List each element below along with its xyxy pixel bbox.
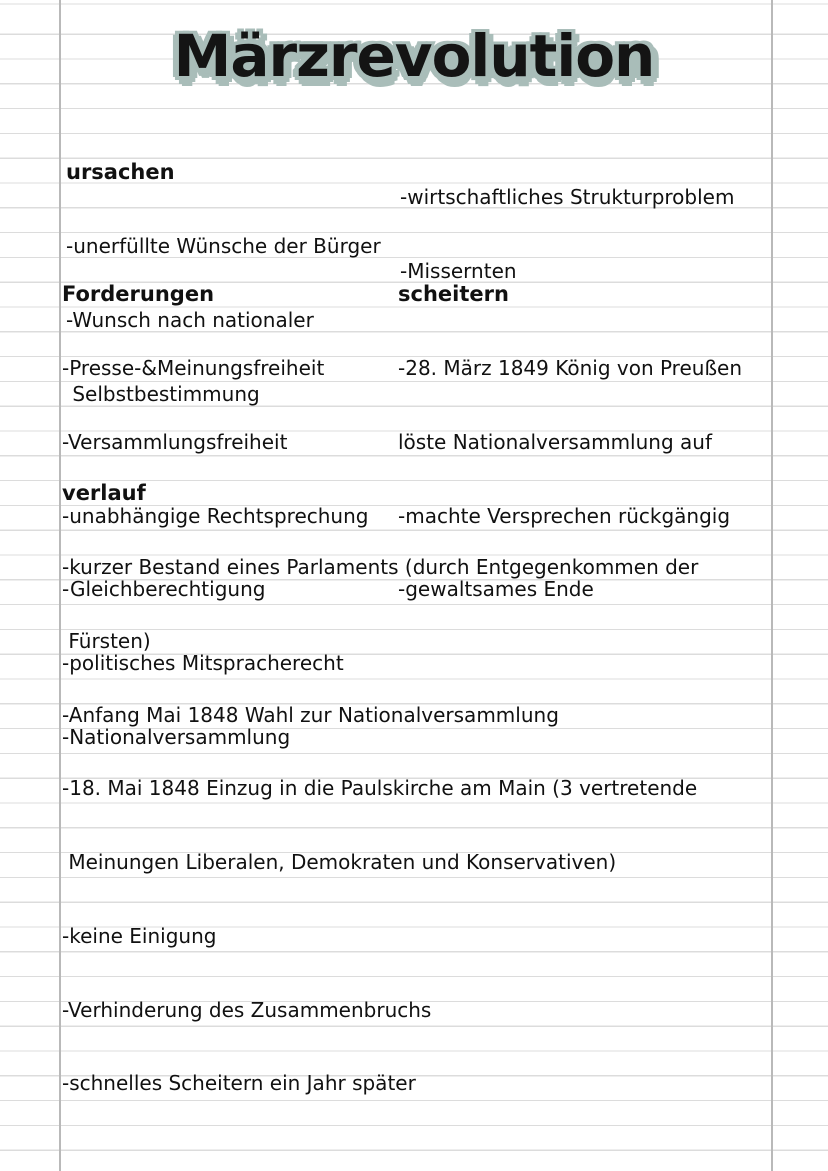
- forderungen-line: -unabhängige Rechtsprechung: [62, 503, 369, 528]
- page-title: Märzrevolution: [173, 22, 655, 90]
- forderungen-line: -politisches Mitspracherecht: [62, 651, 344, 676]
- verlauf-section: [62, 429, 699, 1121]
- verlauf-line: -kurzer Bestand eines Parlaments (durch Entgegenkommen der: [62, 554, 699, 579]
- ursachen-right-line: -wirtschaftliches Strukturproblem: [400, 184, 735, 209]
- verlauf-line: -schnelles Scheitern ein Jahr später: [62, 1071, 416, 1096]
- scheitern-line: -gewaltsames Ende: [398, 577, 594, 602]
- verlauf-heading: verlauf: [62, 481, 146, 506]
- verlauf-line: Meinungen Liberalen, Demokraten und Konservativen): [62, 850, 617, 875]
- forderungen-line: -Versammlungsfreiheit: [62, 429, 288, 454]
- forderungen-line: -Nationalversammlung: [62, 724, 291, 749]
- verlauf-line: -Verhinderung des Zusammenbruchs: [62, 997, 432, 1022]
- title-area: [0, 14, 828, 104]
- forderungen-heading: Forderungen: [62, 282, 215, 307]
- ursachen-left-line: -unerfüllte Wünsche der Bürger: [66, 233, 381, 258]
- ursachen-left-line: -Wunsch nach nationaler: [66, 307, 314, 332]
- verlauf-line: Fürsten): [62, 628, 151, 653]
- scheitern-line: -28. März 1849 König von Preußen: [398, 355, 743, 380]
- scheitern-line: löste Nationalversammlung auf: [398, 429, 712, 454]
- right-margin-line: [771, 0, 773, 1171]
- forderungen-line: -Presse-&Meinungsfreiheit: [62, 355, 325, 380]
- verlauf-line: -keine Einigung: [62, 923, 217, 948]
- scheitern-heading: scheitern: [398, 282, 509, 307]
- scheitern-line: -machte Versprechen rückgängig: [398, 503, 731, 528]
- forderungen-line: -Gleichberechtigung: [62, 577, 266, 602]
- ursachen-left-line: Selbstbestimmung: [66, 381, 260, 406]
- verlauf-line: -18. Mai 1848 Einzug in die Paulskirche am Main (3 vertretende: [62, 776, 698, 801]
- left-margin-line: [59, 0, 61, 1171]
- verlauf-line: -Anfang Mai 1848 Wahl zur Nationalversammlung: [62, 702, 559, 727]
- ursachen-right-line: -Missernten: [400, 258, 517, 283]
- ursachen-heading: ursachen: [66, 160, 175, 185]
